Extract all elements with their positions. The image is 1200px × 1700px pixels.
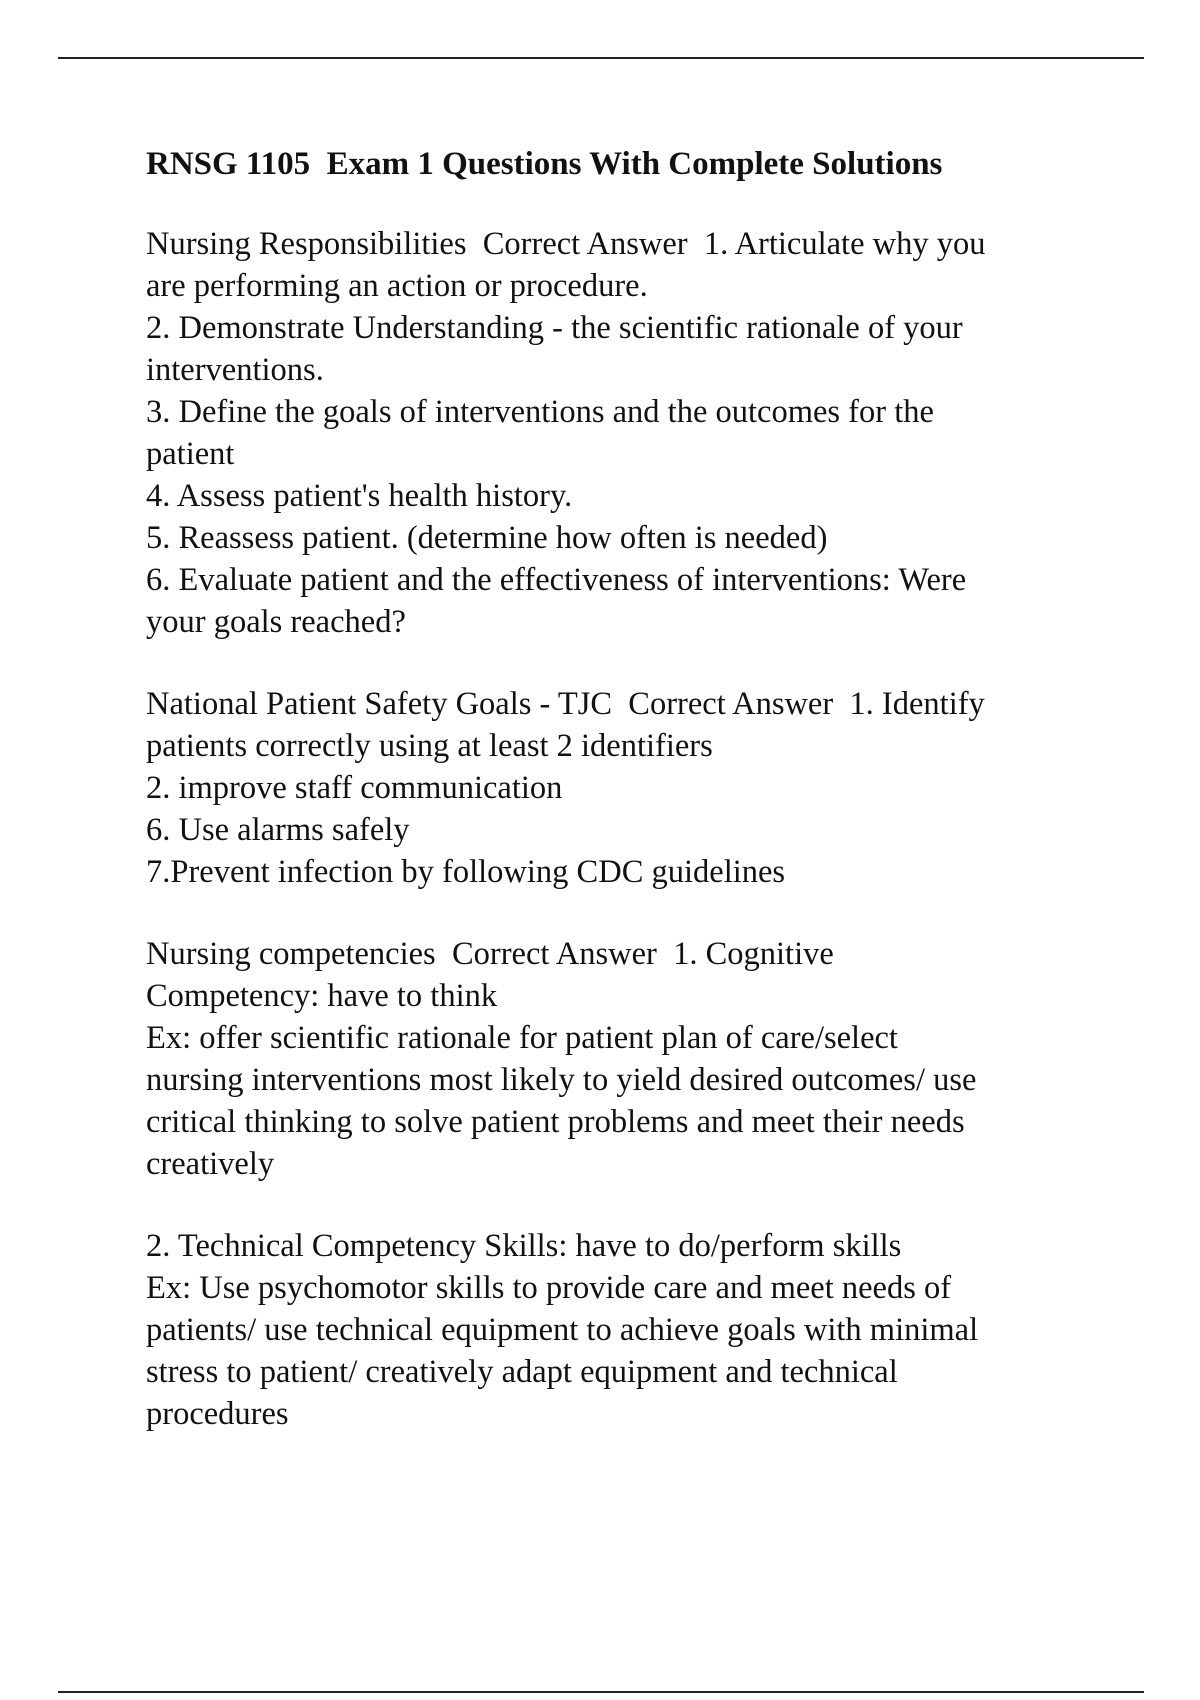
- text-line: Nursing Responsibilities Correct Answer 1. Articulate why you: [146, 226, 986, 262]
- document-title: RNSG 1105 Exam 1 Questions With Complete Solutions: [146, 146, 943, 182]
- text-line: 6. Evaluate patient and the effectiveness of interventions: Were: [146, 562, 967, 598]
- answer-block-nursing-responsibilities: [146, 223, 1106, 643]
- text-line: patient: [146, 436, 235, 472]
- text-line: 2. Demonstrate Understanding - the scientific rationale of your: [146, 310, 963, 346]
- answer-block-nursing-competencies: [146, 933, 1106, 1185]
- text-line: Ex: offer scientific rationale for patient plan of care/select: [146, 1020, 898, 1056]
- text-line: interventions.: [146, 352, 324, 388]
- text-line: 2. improve staff communication: [146, 770, 563, 806]
- text-line: your goals reached?: [146, 604, 406, 640]
- text-line: patients correctly using at least 2 identifiers: [146, 728, 713, 764]
- text-line: National Patient Safety Goals - TJC Correct Answer 1. Identify: [146, 686, 985, 722]
- text-line: critical thinking to solve patient problems and meet their needs: [146, 1104, 965, 1140]
- text-line: creatively: [146, 1146, 275, 1182]
- text-line: Nursing competencies Correct Answer 1. Cognitive: [146, 936, 834, 972]
- text-line: 3. Define the goals of interventions and the outcomes for the: [146, 394, 934, 430]
- text-line: 7.Prevent infection by following CDC guidelines: [146, 854, 786, 890]
- text-line: 2. Technical Competency Skills: have to do/perform skills: [146, 1228, 902, 1264]
- text-line: 6. Use alarms safely: [146, 812, 410, 848]
- text-line: nursing interventions most likely to yield desired outcomes/ use: [146, 1062, 977, 1098]
- header-rule: [58, 57, 1144, 59]
- document-page: [146, 143, 1106, 1475]
- footer-rule: [58, 1691, 1144, 1693]
- answer-block-patient-safety-goals: [146, 683, 1106, 893]
- text-line: patients/ use technical equipment to achieve goals with minimal: [146, 1312, 979, 1348]
- text-line: 5. Reassess patient. (determine how often is needed): [146, 520, 828, 556]
- text-line: procedures: [146, 1396, 289, 1432]
- text-line: Ex: Use psychomotor skills to provide care and meet needs of: [146, 1270, 952, 1306]
- text-line: 4. Assess patient's health history.: [146, 478, 573, 514]
- text-line: are performing an action or procedure.: [146, 268, 648, 304]
- text-line: stress to patient/ creatively adapt equipment and technical: [146, 1354, 898, 1390]
- text-line: Competency: have to think: [146, 978, 498, 1014]
- answer-block-technical-competency: [146, 1225, 1106, 1435]
